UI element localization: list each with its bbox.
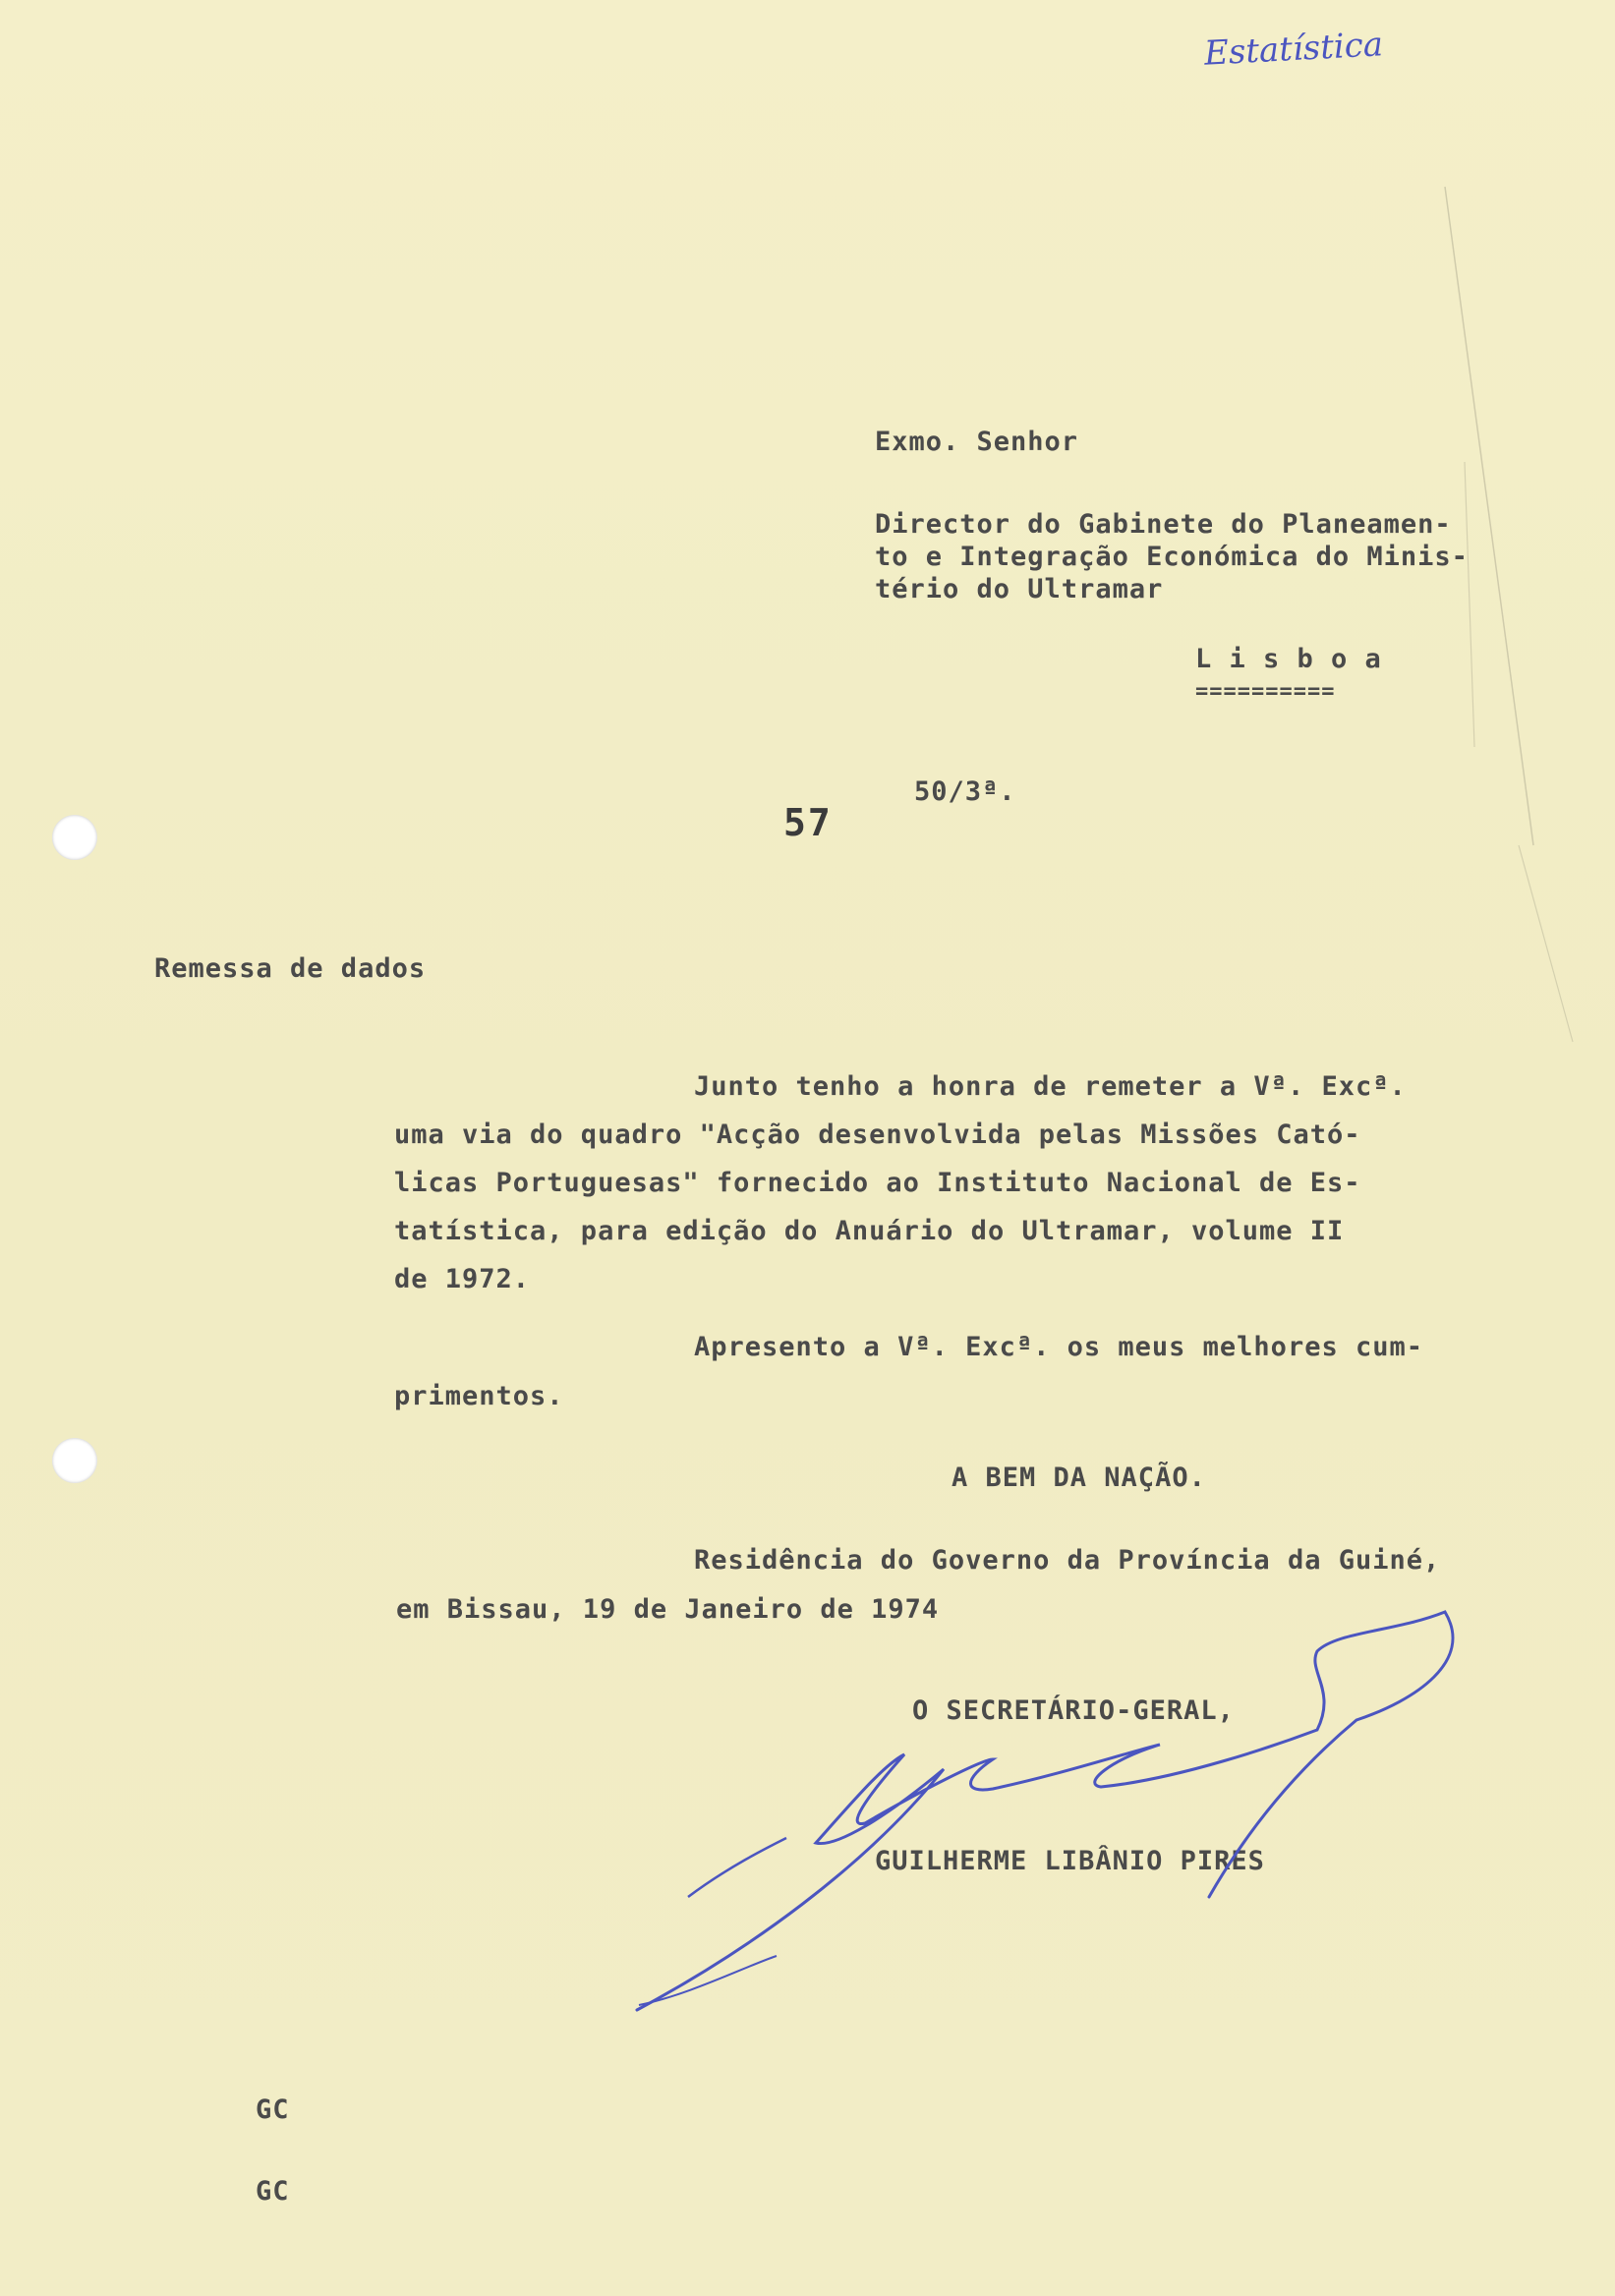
place-date-line-1: Residência do Governo da Província da Guiné, <box>694 1545 1441 1576</box>
addressee-city: L i s b o a <box>1195 644 1382 674</box>
copy-mark-1: GC <box>256 2095 290 2125</box>
body-p2-line-2: primentos. <box>394 1381 564 1411</box>
margin-note: Estatística <box>1203 25 1384 74</box>
copy-mark-2: GC <box>256 2176 290 2207</box>
body-p1-line-1: Junto tenho a honra de remeter a Vª. Excª. <box>694 1071 1407 1102</box>
body-p1-line-5: de 1972. <box>394 1264 531 1294</box>
signatory-title: O SECRETÁRIO-GERAL, <box>912 1695 1235 1726</box>
salutation: Exmo. Senhor <box>875 427 1079 457</box>
stamp-number: 57 <box>783 801 833 844</box>
body-p1-line-3: licas Portuguesas" fornecido ao Instituto Nacional de Es- <box>394 1168 1361 1198</box>
addressee-line-1: Director do Gabinete do Planeamen- <box>875 509 1452 540</box>
city-underline: ========== <box>1195 679 1336 704</box>
place-date-line-2: em Bissau, 19 de Janeiro de 1974 <box>396 1594 940 1625</box>
closing: A BEM DA NAÇÃO. <box>952 1463 1206 1493</box>
subject: Remessa de dados <box>154 953 427 984</box>
reference-number: 50/3ª. <box>914 776 1016 807</box>
body-p1-line-4: tatística, para edição do Anuário do Ultramar, volume II <box>394 1216 1345 1246</box>
body-p2-line-1: Apresento a Vª. Excª. os meus melhores cum- <box>694 1332 1423 1362</box>
body-p1-line-2: uma via do quadro "Acção desenvolvida pelas Missões Cató- <box>394 1119 1361 1150</box>
addressee-line-2: to e Integração Económica do Minis- <box>875 542 1469 572</box>
signatory-name: GUILHERME LIBÂNIO PIRES <box>875 1846 1265 1876</box>
addressee-line-3: tério do Ultramar <box>875 574 1164 604</box>
